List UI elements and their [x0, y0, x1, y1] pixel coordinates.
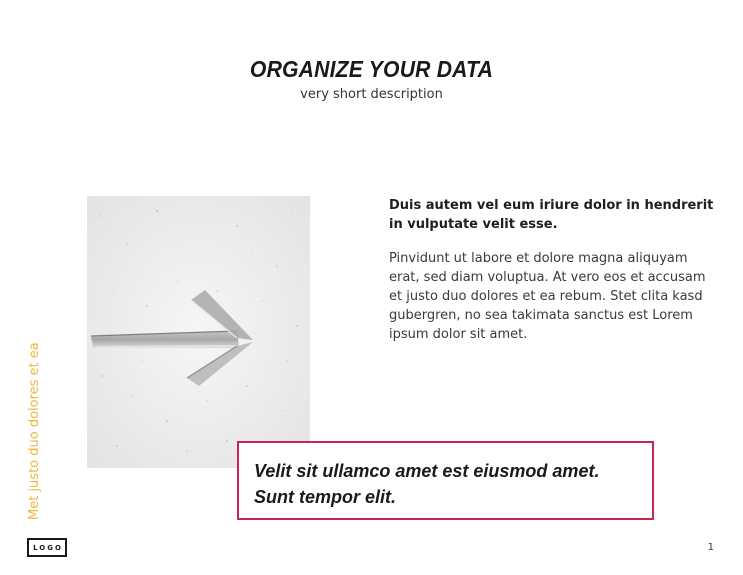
quote-box — [237, 441, 654, 520]
page-number: 1 — [707, 542, 714, 553]
page-subtitle: very short description — [300, 87, 443, 102]
logo: LOGO — [27, 538, 67, 557]
body-paragraph: Pinvidunt ut labore et dolore magna aliquyam erat, sed diam voluptua. At vero eos et accusam et justo duo dolores et ea rebum. Stet clita kasd gubergren, no sea takimata sanctus est Lorem ipsum dolor sit amet. — [389, 251, 706, 342]
lead-paragraph: Duis autem vel eum iriure dolor in hendrerit in vulputate velit esse. — [389, 198, 714, 232]
arrow-photo — [87, 196, 310, 468]
quote-text: Velit sit ullamco amet est eiusmod amet. Sunt tempor elit. — [254, 461, 600, 507]
vertical-side-text: Met justo duo dolores et ea — [27, 342, 42, 520]
page-title: ORGANIZE YOUR DATA — [249, 56, 494, 82]
